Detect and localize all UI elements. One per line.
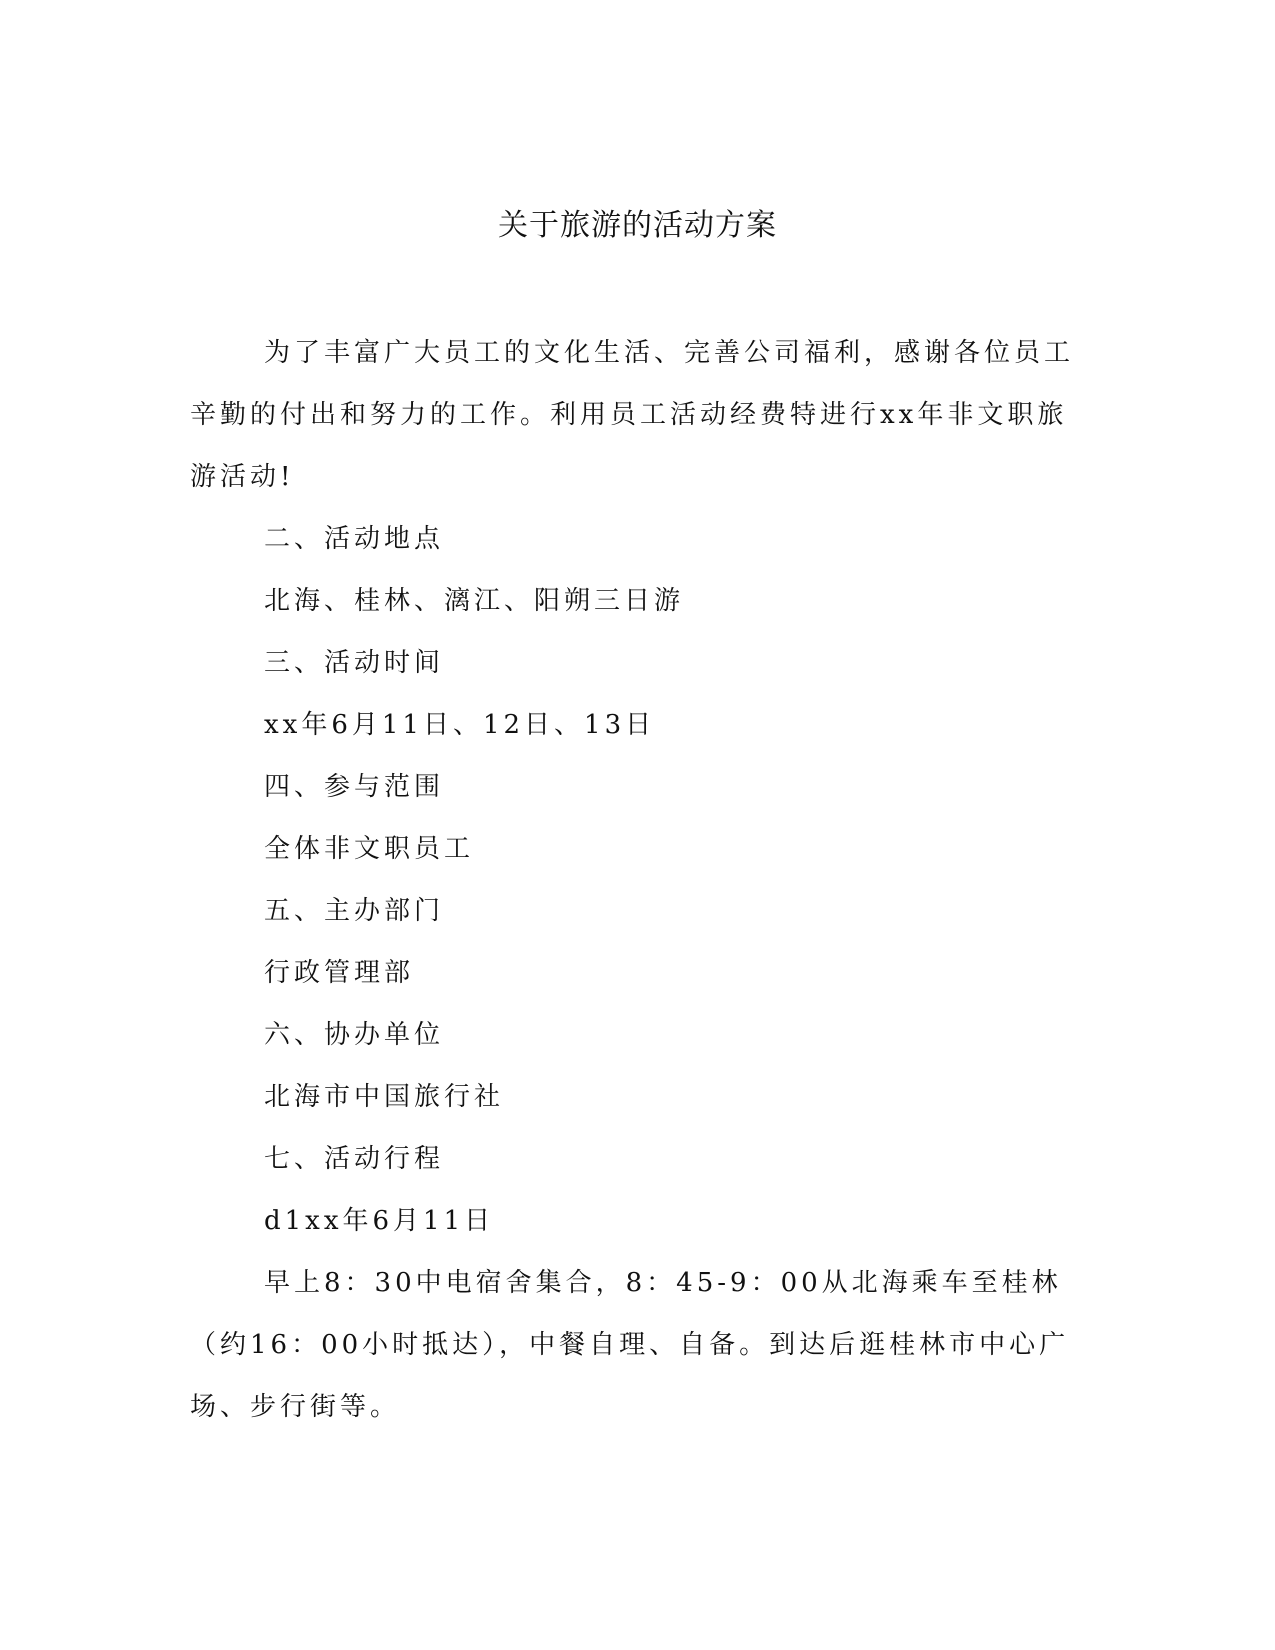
section-content-scope: 全体非文职员工 [264, 834, 475, 864]
document-title: 关于旅游的活动方案 [498, 208, 777, 243]
section-content-location: 北海、桂林、漓江、阳朔三日游 [264, 586, 685, 616]
section-heading-organizer: 五、主办部门 [264, 896, 445, 926]
section-content-co-organizer: 北海市中国旅行社 [264, 1082, 505, 1112]
document-body [190, 322, 1085, 1438]
section-content-time: xx年6月11日、12日、13日 [264, 710, 656, 740]
section-content-itinerary-date: d1xx年6月11日 [264, 1206, 495, 1236]
section-content-organizer: 行政管理部 [264, 958, 415, 988]
intro-paragraph: 为了丰富广大员工的文化生活、完善公司福利，感谢各位员工辛勤的付出和努力的工作。利用员工活动经费特进行xx年非文职旅游活动! [190, 338, 1075, 492]
section-heading-location: 二、活动地点 [264, 524, 445, 554]
itinerary-day1-paragraph: 早上8：30中电宿舍集合，8：45-9：00从北海乘车至桂林（约16：00小时抵达），中餐自理、自备。到达后逛桂林市中心广场、步行街等。 [190, 1268, 1070, 1422]
section-heading-co-organizer: 六、协办单位 [264, 1020, 445, 1050]
section-heading-itinerary: 七、活动行程 [264, 1144, 445, 1174]
section-heading-scope: 四、参与范围 [264, 772, 445, 802]
section-heading-time: 三、活动时间 [264, 648, 445, 678]
